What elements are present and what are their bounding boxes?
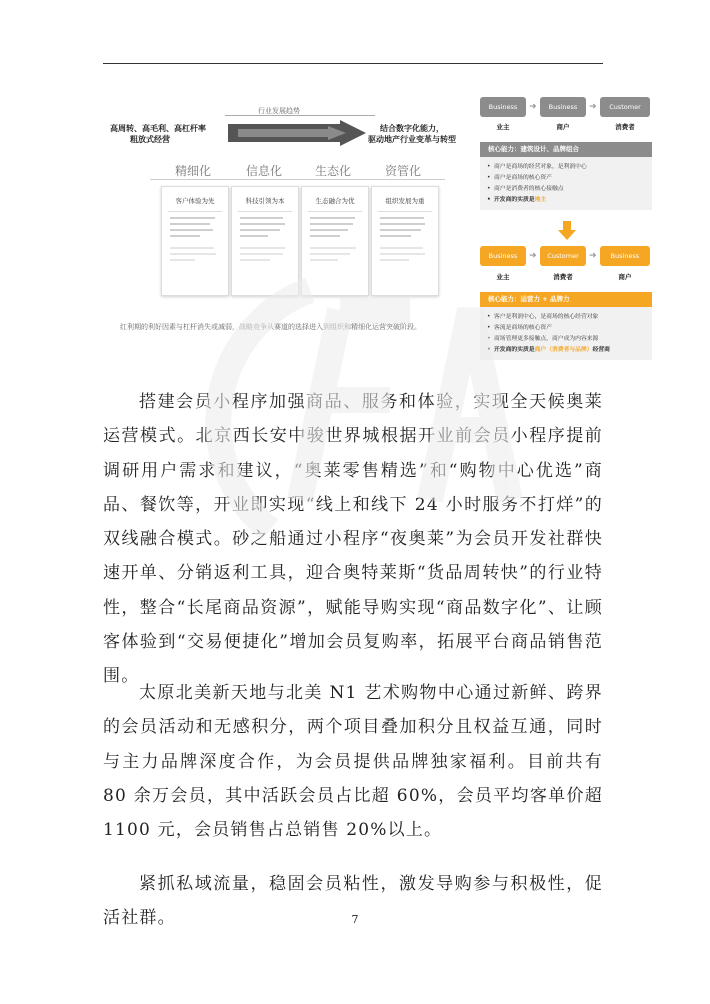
stage-divider <box>150 179 445 180</box>
stage-title: 信息化 <box>246 164 283 178</box>
pill: Business <box>480 97 526 117</box>
card-title: 客户体验为先 <box>175 197 215 205</box>
card-title: 组织发展为重 <box>385 197 425 205</box>
pill-label: 消费者 <box>615 123 635 131</box>
panel-item: • 商户是商场的核心资产 <box>494 173 644 184</box>
right-heading <box>368 123 456 145</box>
pill: Customer <box>600 97 650 117</box>
figure-caption: 红利期的利好因素与杠杆消失或减弱，战略竞争从赛道的选择进入到组织和精细化运营突破阶段。 <box>120 323 421 331</box>
body-paragraph: 搭建会员小程序加强商品、服务和体验，实现全天候奥莱运营模式。北京西长安中骏世界城根据开业前会员小程序提前调研用户需求和建议，“奥莱零售精选”和“购物中心优选”商品、餐饮等，开业即实现“线上和线下 24 小时服务不打烊”的双线融合模式。砂之船通过小程序“夜奥莱”为会员开发社群快速开单、分销返利工具，迎合奥特莱斯“货品周转快”的行业特性，整合“长尾商品资源”，赋能导购实现“商品数字化”、让顾客体验到“交易便捷化”增加会员复购率，拓展平台商品销售范围。 <box>103 392 603 687</box>
trend-line <box>225 115 375 116</box>
stage-title: 资管化 <box>385 164 422 178</box>
card-title: 生态融合为优 <box>315 197 355 205</box>
double-arrow-icon <box>228 120 368 150</box>
industry-trend-figure <box>110 104 470 344</box>
panel-item: • 商户是消费者的核心接触点 <box>494 184 644 195</box>
pill-label: 业主 <box>496 273 510 281</box>
panel-item-strong: • 开发商的实质是商户（消费者与品牌）经营商 <box>494 345 644 356</box>
panel-item: • 商场管理更多接触点，商户成为内容来源 <box>494 334 644 345</box>
pill-label: 消费者 <box>553 273 573 281</box>
pill: Business <box>480 246 526 266</box>
panel-item-strong: • 开发商的实质是地主 <box>494 195 644 206</box>
arrow-right-icon: ➜ <box>529 102 537 112</box>
body-paragraph: 紧抓私域流量，稳固会员粘性，激发导购参与积极性，促活社群。 <box>103 874 603 929</box>
pill: Customer <box>540 246 586 266</box>
pill: Business <box>540 97 586 117</box>
body-paragraph: 太原北美新天地与北美 N1 艺术购物中心通过新鲜、跨界的会员活动和无感积分，两个项目叠加积分且权益互通，同时与主力品牌深度合作，为会员提供品牌独家福利。目前共有 80 余万会员，其中活跃会员占比超 60%，会员平均客单价超 1100 元，会员销售占总销售 20%以上。 <box>103 683 603 841</box>
panel-item: • 客户是利润中心，是商场的核心经营对象 <box>494 312 644 323</box>
stage-card <box>301 186 369 296</box>
page-number: 7 <box>351 913 359 926</box>
stage-card <box>231 186 299 296</box>
arrow-right-icon: ➜ <box>589 102 597 112</box>
left-heading-line-1: 高周转、高毛利、高杠杆率 <box>110 124 206 133</box>
pill-label: 商户 <box>618 273 632 281</box>
stage-card <box>371 186 439 296</box>
pill-label: 业主 <box>496 123 510 131</box>
right-heading-line-1: 结合数字化能力， <box>380 124 444 133</box>
panel-item: • 商户是商场的经营对象，是利润中心 <box>494 162 644 173</box>
stage-title: 生态化 <box>315 164 352 178</box>
panel-orange <box>480 292 652 360</box>
arrow-right-icon: ➜ <box>589 251 597 261</box>
stage-title: 精细化 <box>175 164 212 178</box>
panel-heading: 核心能力：建筑设计、品牌组合 <box>480 142 652 157</box>
panel-item: • 客流是商场的核心资产 <box>494 323 644 334</box>
left-heading-line-2: 粗放式经营 <box>130 135 170 144</box>
panel-heading: 核心能力：运营力 + 品牌力 <box>480 292 652 307</box>
pill: Business <box>600 246 650 266</box>
arrow-right-icon: ➜ <box>529 251 537 261</box>
right-heading-line-2: 驱动地产行业变革与转型 <box>368 135 456 144</box>
arrow-down-icon <box>558 221 576 241</box>
pill-label: 商户 <box>556 123 570 131</box>
trend-label: 行业发展趋势 <box>258 107 300 115</box>
header-rule <box>103 63 603 64</box>
card-title: 科技引领为本 <box>245 197 285 205</box>
stage-card <box>161 186 229 296</box>
business-model-figure <box>480 92 652 382</box>
panel-grey <box>480 142 652 210</box>
left-heading <box>110 123 206 145</box>
